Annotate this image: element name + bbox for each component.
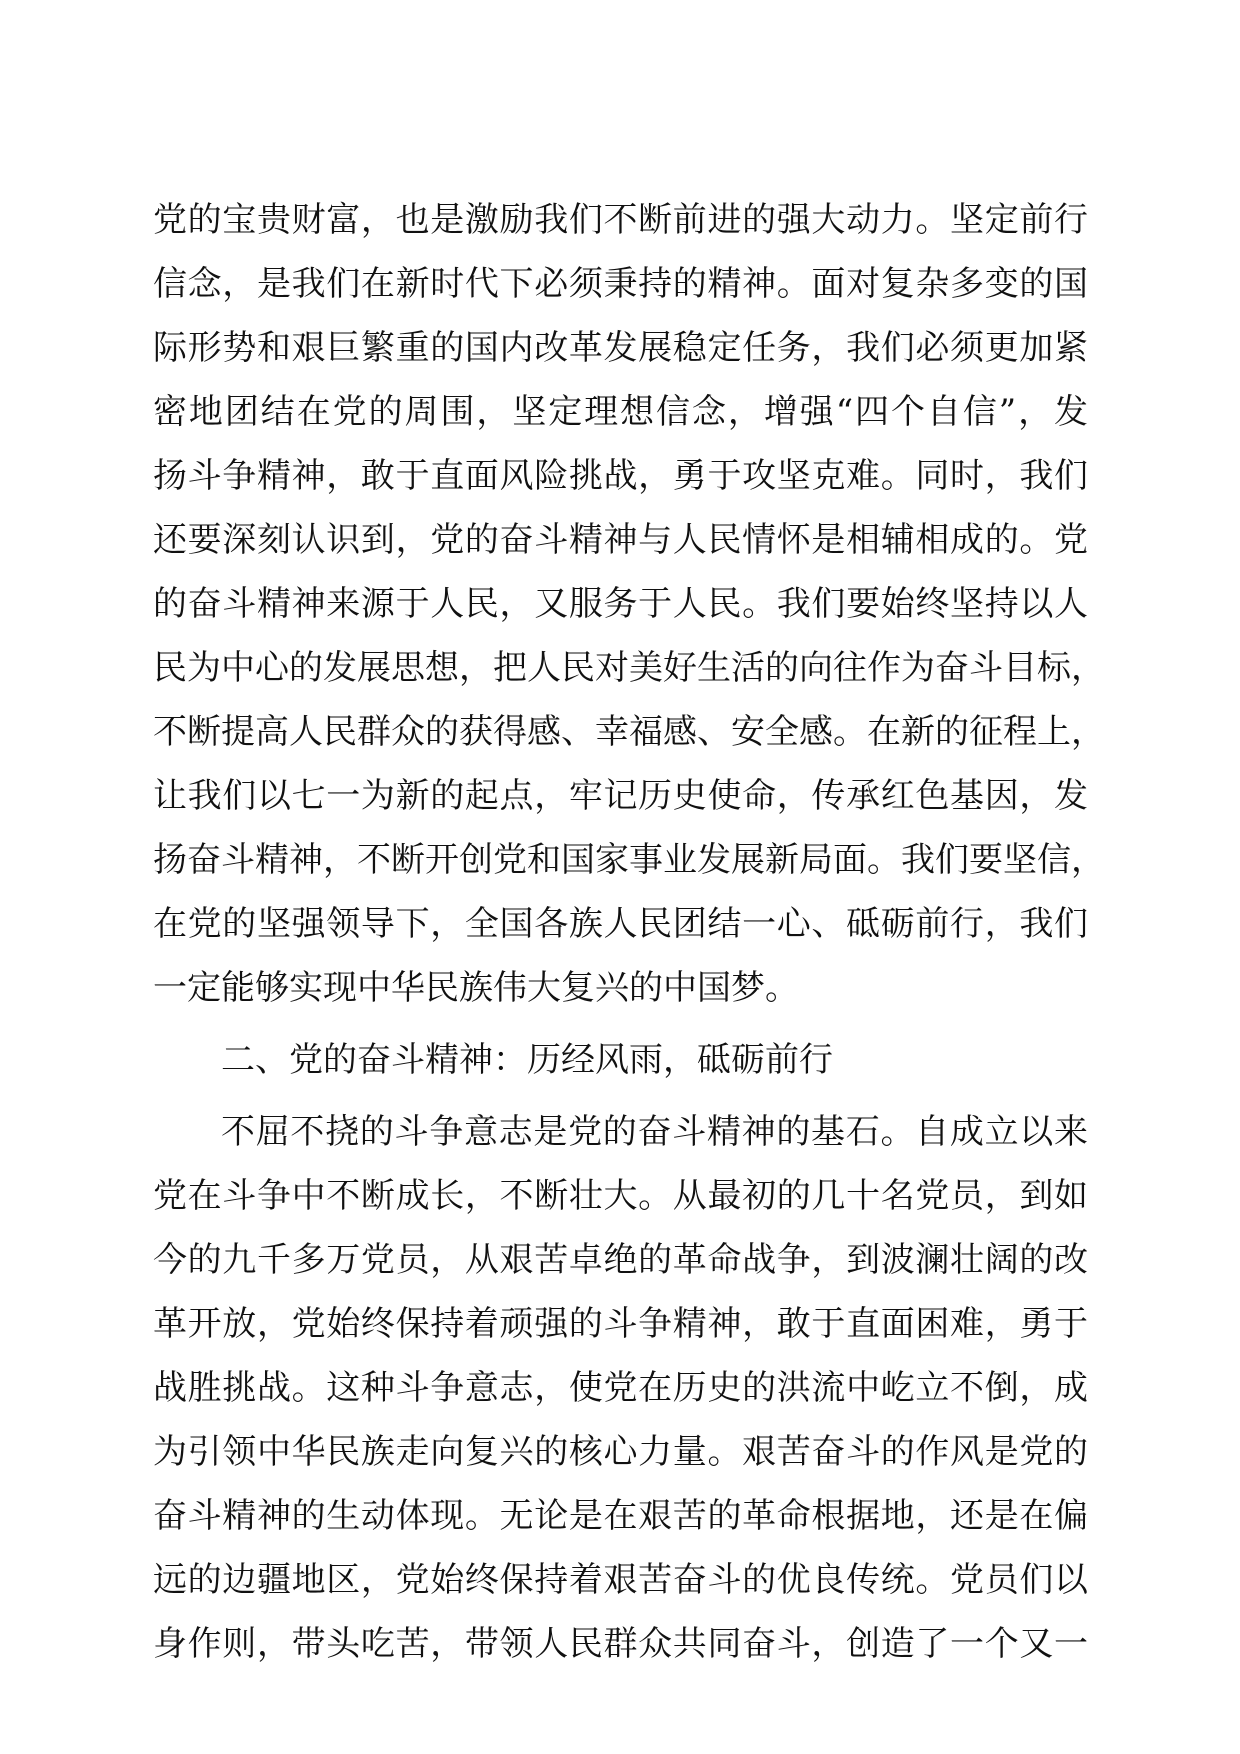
spacer	[153, 1092, 1088, 1100]
text-line: 党的宝贵财富，也是激励我们不断前进的强大动力。坚定前行	[153, 200, 1088, 240]
text-line: 奋斗精神的生动体现。无论是在艰苦的革命根据地，还是在偏	[153, 1496, 1088, 1536]
text-line: 信念，是我们在新时代下必须秉持的精神。面对复杂多变的国	[153, 264, 1088, 304]
text-line: 在党的坚强领导下，全国各族人民团结一心、砥砺前行，我们	[153, 904, 1088, 944]
text-line: 际形势和艰巨繁重的国内改革发展稳定任务，我们必须更加紧	[153, 328, 1088, 368]
text-line: 远的边疆地区，党始终保持着艰苦奋斗的优良传统。党员们以	[153, 1560, 1088, 1600]
paragraph-continuation	[153, 188, 1105, 1020]
section-heading: 二、党的奋斗精神：历经风雨，砥砺前行	[221, 1040, 833, 1080]
text-line: 不断提高人民群众的获得感、幸福感、安全感。在新的征程上，	[153, 712, 1105, 752]
text-line: 不屈不挠的斗争意志是党的奋斗精神的基石。自成立以来	[221, 1112, 1088, 1152]
text-line: 民为中心的发展思想，把人民对美好生活的向往作为奋斗目标，	[153, 648, 1105, 688]
text-line: 密地团结在党的周围，坚定理想信念，增强“四个自信”，发	[153, 392, 1088, 432]
text-line: 身作则，带头吃苦，带领人民群众共同奋斗，创造了一个又一	[153, 1624, 1088, 1664]
text-line: 党在斗争中不断成长，不断壮大。从最初的几十名党员，到如	[153, 1176, 1088, 1216]
text-line: 战胜挑战。这种斗争意志，使党在历史的洪流中屹立不倒，成	[153, 1368, 1088, 1408]
text-line: 为引领中华民族走向复兴的核心力量。艰苦奋斗的作风是党的	[153, 1432, 1088, 1472]
text-line: 革开放，党始终保持着顽强的斗争精神，敢于直面困难，勇于	[153, 1304, 1088, 1344]
text-line: 一定能够实现中华民族伟大复兴的中国梦。	[153, 968, 799, 1008]
text-line: 还要深刻认识到，党的奋斗精神与人民情怀是相辅相成的。党	[153, 520, 1088, 560]
text-line: 扬奋斗精神，不断开创党和国家事业发展新局面。我们要坚信，	[153, 840, 1105, 880]
text-line: 扬斗争精神，敢于直面风险挑战，勇于攻坚克难。同时，我们	[153, 456, 1088, 496]
text-line: 的奋斗精神来源于人民，又服务于人民。我们要始终坚持以人	[153, 584, 1088, 624]
text-line: 让我们以七一为新的起点，牢记历史使命，传承红色基因，发	[153, 776, 1088, 816]
document-body	[153, 188, 1105, 1676]
spacer	[153, 1020, 1088, 1028]
text-line: 今的九千多万党员，从艰苦卓绝的革命战争，到波澜壮阔的改	[153, 1240, 1088, 1280]
paragraph-body	[153, 1100, 1088, 1676]
